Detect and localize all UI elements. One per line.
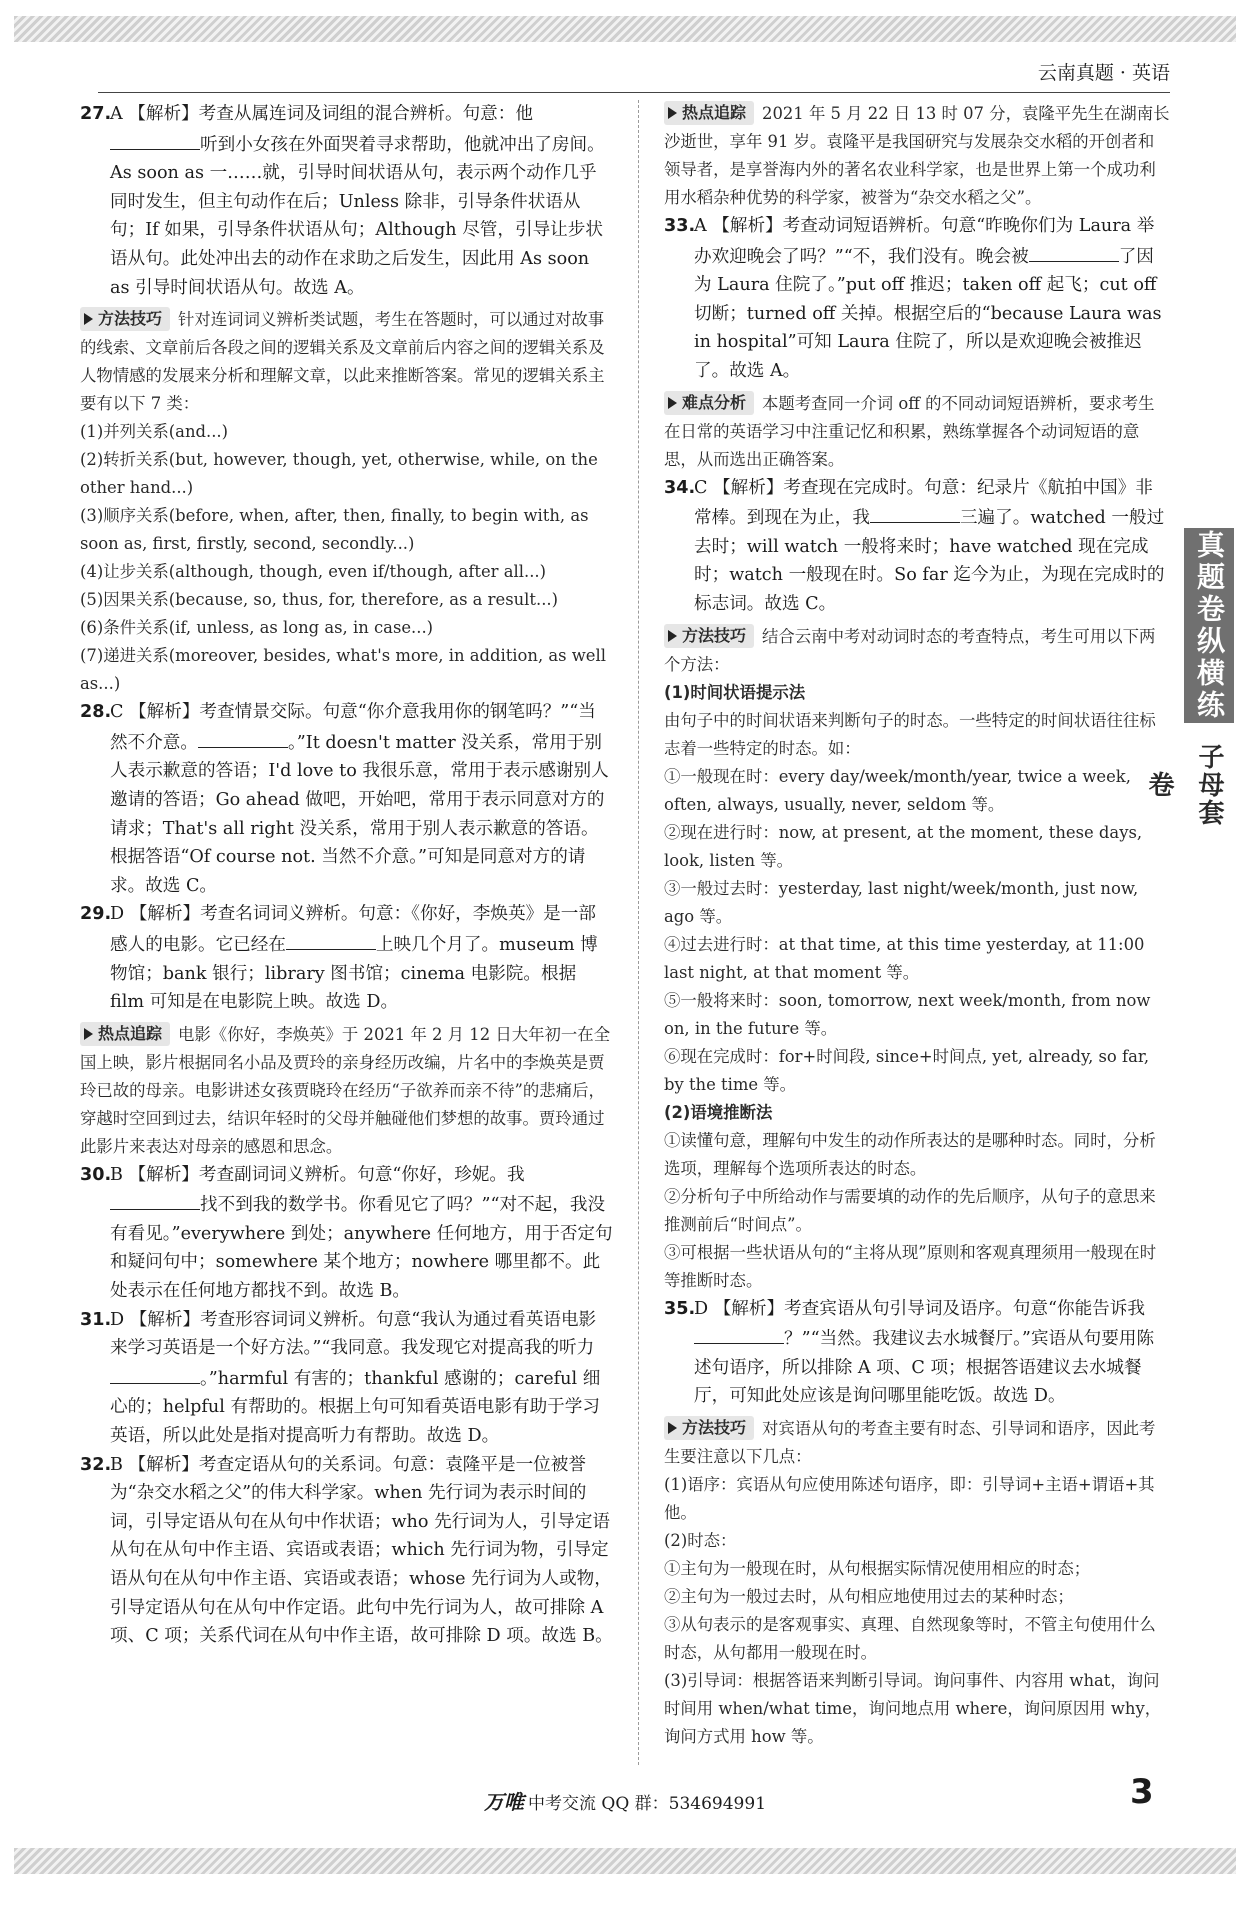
tip-box-27: 方法技巧 针对连词词义辨析类试题，考生在答题时，可以通过对故事的线索、文章前后各段之间的逻辑关系及文章前后内容之间的逻辑关系及人物情感的发展来分析和理解文章，以此来推断答案。常见的逻辑关系主要有以下 7 类： (1)并列关系(and...) (2)转折关系(but, however, though, yet, otherwise, while, on the other hand...) (3)顺序关系(before, when, after, then, finally, to begin with, as soon as, first, firstly, second, secondly...) (4)让步关系(although, though, even if/though, after all...) (5)因果关系(because, so, thus, for, therefore, as a result...) (6)条件关系(if, unless, as long as, in case...) (7)递进关系(moreover, besides, what's more, in addition, as well as...) — [80, 309, 606, 694]
tip-badge: 难点分析 — [664, 391, 754, 415]
answer-blank — [110, 1363, 200, 1384]
answer-blank — [286, 929, 376, 950]
tip-box-29: 热点追踪 电影《你好，李焕英》于 2021 年 2 月 12 日大年初一在全国上映，影片根据同名小品及贾玲的亲身经历改编，片名中的李焕英是贾玲已故的母亲。电影讲述女孩贾晓玲在经历“子欲养而亲不待”的悲痛后，穿越时空回到过去，结识年轻时的父母并触碰他们梦想的故事。贾玲通过此影片来表达对母亲的感恩和思念。 — [80, 1023, 611, 1156]
tip-badge: 方法技巧 — [664, 624, 754, 648]
answer-blank — [694, 1323, 784, 1344]
question-30: 30.B 【解析】考查副词词义辨析。句意“你好，珍妮。我找不到我的数学书。你看见它了吗？”“对不起，我没有看见。”everywhere 到处；anywhere 任何地方，用于否定句和疑问句中；somewhere 某个地方；nowhere 哪里都不。此处表示在任何地方都找不到。故选 B。 — [80, 1164, 613, 1302]
tip-badge: 热点追踪 — [80, 1022, 170, 1046]
footer-qq-group: 中考交流 QQ 群：534694991 — [527, 1794, 767, 1814]
triangle-icon — [84, 313, 93, 325]
tip-box-34: 方法技巧 结合云南中考对动词时态的考查特点，考生可用以下两个方法： (1)时间状语提示法 由句子中的时间状语来判断句子的时态。一些特定的时间状语往往标志着一些特定的时态。如： ①一般现在时：every day/week/month/year, twice a week, often, always, usually, never, seldom 等。 ②现在进行时：now, at present, at the moment, these days, look, listen 等。 ③一般过去时：yesterday, last night/week/month, just now, ago 等。 ④过去进行时：at that time, at this time yesterday, at 11:00 last night, at that moment 等。 ⑤一般将来时：soon, tomorrow, next week/month, from now on, in the future 等。 ⑥现在完成时：for+时间段, since+时间点, yet, already, so far, by the time 等。 (2)语境推断法 ①读懂句意，理解句中发生的动作所表达的是哪种时态。同时，分析选项，理解每个选项所表达的时态。 ②分析句子中所给动作与需要填的动作的先后顺序，从句子的意思来推测前后“时间点”。 ③可根据一些状语从句的“主将从现”原则和客观真理须用一般现在时等推断时态。 — [664, 625, 1157, 1290]
running-header: 云南真题 · 英语 — [1037, 62, 1170, 84]
header-rule — [98, 92, 1170, 93]
triangle-icon — [668, 107, 677, 119]
triangle-icon — [668, 397, 677, 409]
question-31: 31.D 【解析】考查形容词词义辨析。句意“我认为通过看英语电影来学习英语是一个好方法。”“我同意。我发现它对提高我的听力。”harmful 有害的；thankful 感谢的；careful 细心的；helpful 有帮助的。根据上句可知看英语电影有助于学习英语，所以此处是指对提高听力有帮助。故选 D。 — [80, 1309, 601, 1447]
side-section-tab: 真题卷纵横练 — [1184, 528, 1234, 723]
tip-box-33: 难点分析 本题考查同一介词 off 的不同动词短语辨析，要求考生在日常的英语学习中注重记忆和积累，熟练掌握各个动词短语的意思，从而选出正确答案。 — [664, 392, 1155, 469]
question-34: 34.C 【解析】考查现在完成时。句意：纪录片《航拍中国》非常棒。到现在为止，我 三遍了。watched 一般过去时；will watch 一般将来时；have watched 现在完成时；watch 一般现在时。So far 迄今为止，为现在完成时的标志词。故选 C。 — [664, 477, 1165, 614]
left-column — [80, 100, 613, 1651]
question-27: 27.A 【解析】考查从属连词及词组的混合辨析。句意：他 听到小女孩在外面哭着寻求帮助，他就冲出了房间。As soon as 一……就，引导时间状语从句，表示两个动作几乎同时发生，但主句动作在后；Unless 除非，引导条件状语从句；If 如果，引导条件状语从句；Although 尽管，引导让步状语从句。此处冲出去的动作在求助之后发生，因此用 As soon as 引导时间状语从句。故选 A。 — [80, 104, 605, 298]
answer-blank — [110, 129, 200, 150]
tip-badge: 方法技巧 — [664, 1416, 754, 1440]
answer-blank — [1029, 241, 1119, 262]
tip-badge: 热点追踪 — [664, 101, 754, 125]
tip-box-32-hot: 热点追踪 2021 年 5 月 22 日 13 时 07 分，袁隆平先生在湖南长沙逝世，享年 91 岁。袁隆平是我国研究与发展杂交水稻的开创者和领导者，是享誉海内外的著名农业科学家，也是世界上第一个成功利用水稻杂种优势的科学家，被誉为“杂交水稻之父”。 — [664, 103, 1170, 207]
column-divider — [638, 100, 639, 1765]
question-28: 28.C 【解析】考查情景交际。句意“你介意我用你的钢笔吗？”“当然不介意。 。”It doesn't matter 没关系，常用于别人表示歉意的答语；I'd love to 我很乐意，常用于表示感谢别人邀请的答语；Go ahead 做吧，开始吧，常用于表示同意对方的请求；That's all right 没关系，常用于别人表示歉意的答语。根据答语“Of course not. 当然不介意。”可知是同意对方的请求。故选 C。 — [80, 702, 609, 896]
triangle-icon — [668, 630, 677, 642]
answer-blank — [870, 502, 960, 523]
question-35: 35.D 【解析】考查宾语从句引导词及语序。句意“你能告诉我？”“当然。我建议去水城餐厅。”宾语从句要用陈述句语序，所以排除 A 项、C 项；根据答语建议去水城餐厅，可知此处应该是询问哪里能吃饭。故选 D。 — [664, 1298, 1155, 1407]
bottom-decor-stripe — [14, 1848, 1236, 1874]
brand-logo: 万唯 — [483, 1790, 524, 1814]
answer-blank — [198, 727, 288, 748]
page-number: 3 — [1130, 1772, 1154, 1812]
question-29: 29.D 【解析】考查名词词义辨析。句意：《你好，李焕英》是一部感人的电影。它已经在 上映几个月了。museum 博物馆；bank 银行；library 图书馆；cinema 电影院。根据 film 可知是在电影院上映。故选 D。 — [80, 904, 598, 1013]
side-section-subtab: 子母套卷 — [1144, 743, 1224, 827]
tip-badge: 方法技巧 — [80, 307, 170, 331]
triangle-icon — [84, 1028, 93, 1040]
answer-blank — [110, 1189, 200, 1210]
right-column — [664, 100, 1170, 1751]
top-decor-stripe — [14, 16, 1236, 42]
question-32: 32.B 【解析】考查定语从句的关系词。句意：袁隆平是一位被誉为“杂交水稻之父”的伟大科学家。when 先行词为表示时间的词，引导定语从句在从句中作状语；who 先行词为人，引导定语从句在从句中作主语、宾语或表语；which 先行词为物，引导定语从句在从句中作主语、宾语或表语；whose 先行词为人或物，引导定语从句在从句中作定语。此句中先行词为人，故可排除 A 项、C 项；关系代词在从句中作主语，故可排除 D 项。故选 B。 — [80, 1454, 613, 1647]
footer — [0, 1786, 1250, 1815]
tip-box-35: 方法技巧 对宾语从句的考查主要有时态、引导词和语序，因此考生要注意以下几点： (1)语序：宾语从句应使用陈述句语序，即：引导词+主语+谓语+其他。 (2)时态： ①主句为一般现在时，从句根据实际情况使用相应的时态； ②主句为一般过去时，从句相应地使用过去的某种时态； ③从句表示的是客观事实、真理、自然现象等时，不管主句使用什么时态，从句都用一般现在时。 (3)引导词：根据答语来判断引导词。询问事件、内容用 what，询问时间用 when/what time，询问地点用 where，询问原因用 why，询问方式用 how 等。 — [664, 1417, 1162, 1746]
question-33: 33.A 【解析】考查动词短语辨析。句意“昨晚你们为 Laura 举办欢迎晚会了吗？”“不，我们没有。晚会被 了因为 Laura 住院了。”put off 推迟；taken off 起飞；cut off 切断；turned off 关掉。根据空后的“because Laura was in hospital”可知 Laura 住院了，所以是欢迎晚会被推迟了。故选 A。 — [664, 216, 1162, 381]
triangle-icon — [668, 1422, 677, 1434]
